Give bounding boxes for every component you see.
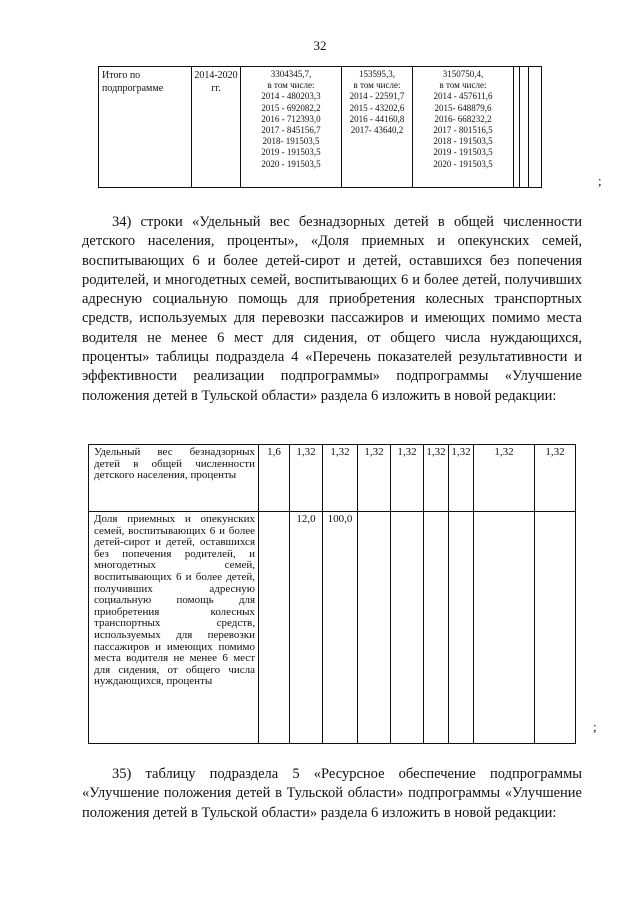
total-line: 2020 - 191503,5 [261, 158, 321, 169]
total-line: 2017 - 845156,7 [261, 125, 321, 136]
federal-funding-cell [342, 67, 413, 188]
page-number: 32 [313, 38, 327, 53]
row-label: Итого по подпрограмме [99, 67, 192, 188]
paragraph-34: 34) строки «Удельный вес безнадзорных детей в общей численности детского населения, проценты», «Доля приемных и опекунских семей, воспитывающих 6 и более детей-сирот и детей, оставшихся без попечения родителей, и многодетных семей, воспитывающих 6 и более детей, получивших адресную социальную помощь для приобретения колесных транспортных средств, используемых для перевозки пассажиров и имеющих помимо места водителя не менее 6 мест для сидения, от общего числа нуждающихся, проценты» таблицы подраздела 4 «Перечень показателей результативности и эффективности реализации подпрограммы» подпрограммы «Улучшение положения детей в Тульской области» раздела 6 изложить в новой редакции: [82, 214, 582, 404]
regional-line: 2019 - 191503,5 [433, 147, 493, 158]
empty-cell [529, 67, 542, 188]
indicator-value: 1,32 [358, 445, 391, 512]
regional-line: в том числе: [439, 80, 487, 91]
indicator-value [259, 512, 290, 744]
federal-line: 2017- 43640,2 [350, 125, 404, 136]
indicator-value [424, 512, 449, 744]
total-line: 2014 - 480203,3 [261, 91, 321, 102]
regional-line: 2017 - 801516,5 [433, 125, 493, 136]
total-line: 2018- 191503,5 [262, 136, 320, 147]
indicator-name: Удельный вес безнадзорных детей в общей численности детского населения, проценты [89, 445, 259, 512]
indicator-value [474, 512, 535, 744]
regional-line: 2020 - 191503,5 [433, 158, 493, 169]
federal-line: 2016 - 44160,8 [349, 113, 405, 124]
federal-line: 2014 - 22591,7 [349, 91, 405, 102]
indicator-value: 1,32 [535, 445, 576, 512]
regional-line: 2016- 668232,2 [434, 113, 492, 124]
indicator-value [535, 512, 576, 744]
indicator-value: 1,32 [474, 445, 535, 512]
indicator-value [391, 512, 424, 744]
indicator-value: 1,32 [391, 445, 424, 512]
regional-funding-cell [413, 67, 514, 188]
total-line: в том числе: [267, 80, 315, 91]
table-end-mark: ; [598, 173, 602, 188]
regional-line: 2014 - 457611,6 [433, 91, 493, 102]
federal-line: в том числе: [353, 80, 401, 91]
indicator-value: 1,6 [259, 445, 290, 512]
paragraph-35: 35) таблицу подраздела 5 «Ресурсное обеспечение подпрограммы «Улучшение положения детей в Тульской области» подпрограммы «Улучшение положения детей в Тульской области» раздела 6 изложить в новой редакции: [82, 766, 582, 821]
indicator-value: 1,32 [449, 445, 474, 512]
indicator-value [449, 512, 474, 744]
regional-line: 2018 - 191503,5 [433, 136, 493, 147]
indicators-table [88, 444, 576, 744]
total-line: 2019 - 191503,5 [261, 147, 321, 158]
total-line: 3304345,7, [270, 69, 312, 79]
indicator-value: 100,0 [323, 512, 358, 744]
total-funding-cell [241, 67, 342, 188]
indicator-value: 12,0 [290, 512, 323, 744]
table-end-mark: ; [593, 719, 597, 734]
federal-line: 2015 - 43202,6 [349, 102, 405, 113]
regional-line: 3150750,4, [442, 69, 484, 79]
empty-cell [520, 67, 529, 188]
regional-line: 2015- 648879,6 [434, 102, 492, 113]
years-cell: 2014-2020 гг. [192, 67, 241, 188]
funding-total-table [98, 66, 542, 188]
table-row [89, 445, 576, 512]
total-line: 2015 - 692082,2 [261, 102, 321, 113]
indicator-value [358, 512, 391, 744]
indicator-value: 1,32 [290, 445, 323, 512]
table-row [89, 512, 576, 744]
table-row [99, 67, 542, 188]
total-line: 2016 - 712393,0 [261, 113, 321, 124]
indicator-name: Доля приемных и опекунских семей, воспитывающих 6 и более детей-сирот и детей, оставшихся без попечения родителей, и многодетных семей, воспитывающих 6 и более детей, получивших адресную социальную помощь для приобретения колесных транспортных средств, используемых для перевозки пассажиров и имеющих помимо места водителя не менее 6 мест для сидения, от общего числа нуждающихся, проценты [89, 512, 259, 744]
federal-line: 153595,3, [359, 69, 395, 79]
indicator-value: 1,32 [424, 445, 449, 512]
indicator-value: 1,32 [323, 445, 358, 512]
